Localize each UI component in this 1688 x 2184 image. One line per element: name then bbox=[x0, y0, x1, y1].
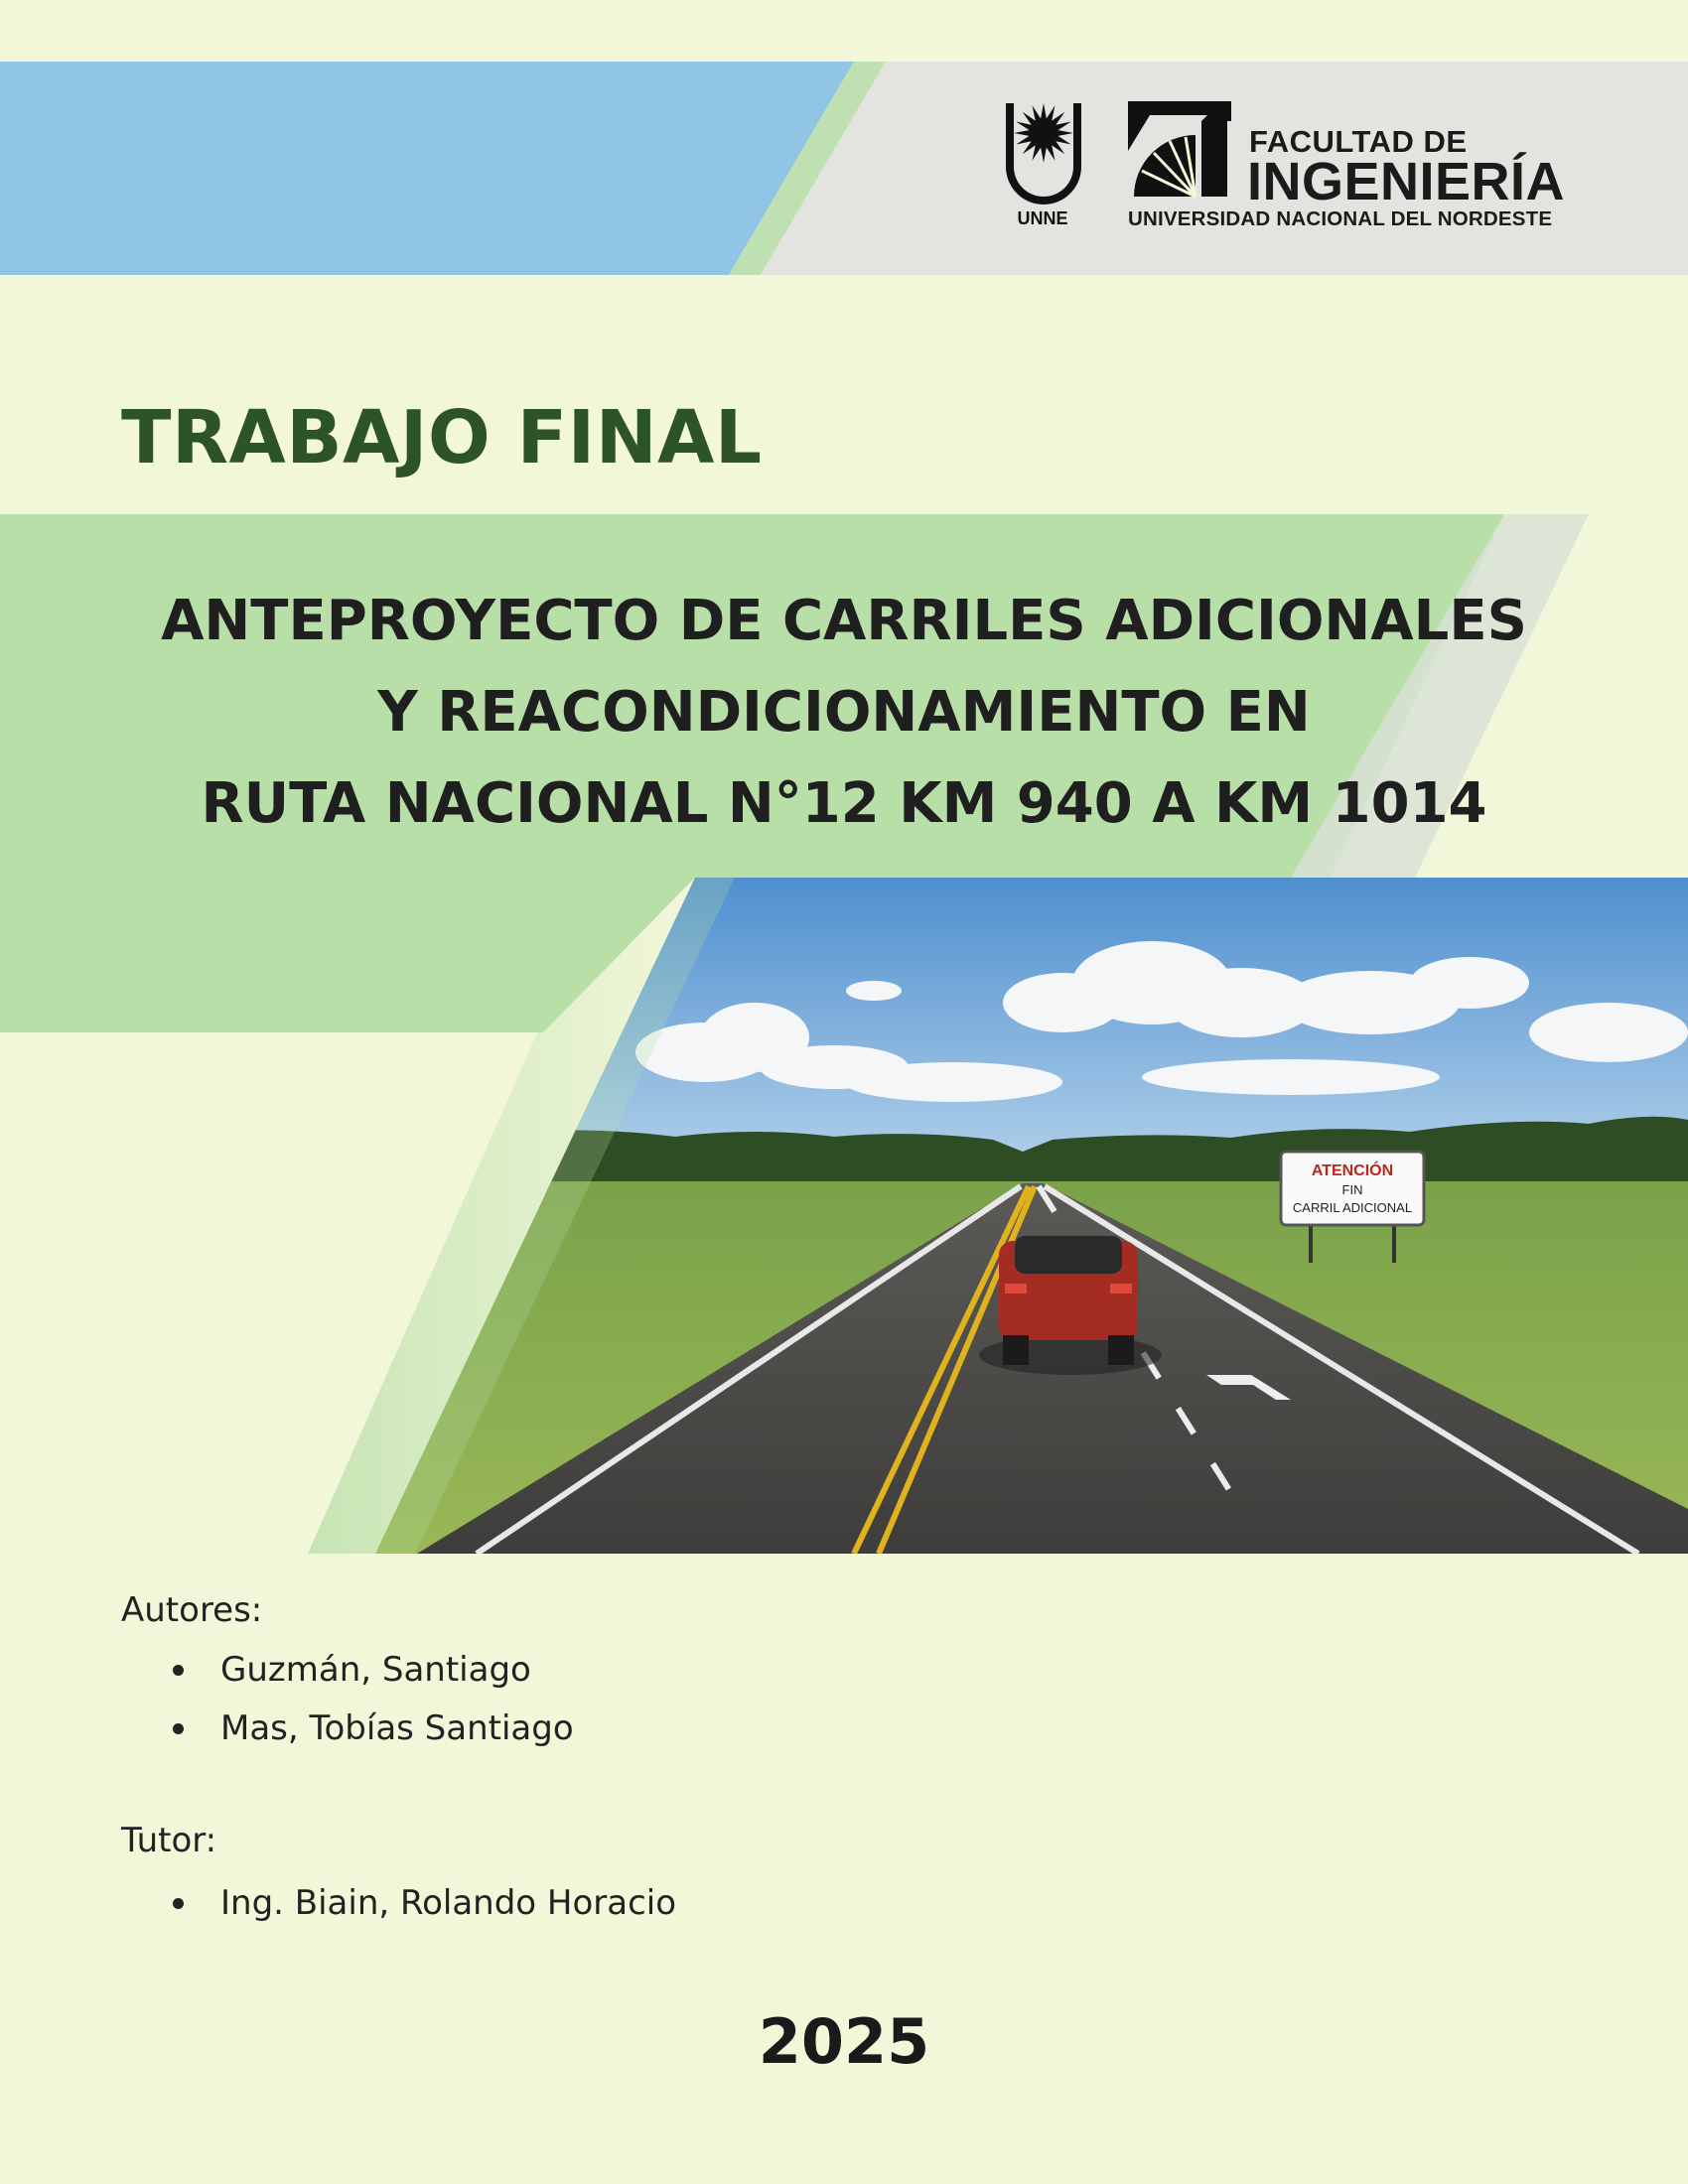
faculty-name-line1: FACULTAD DE bbox=[1249, 124, 1468, 159]
bullet-icon bbox=[173, 1723, 184, 1734]
title-line-2: Y REACONDICIONAMIENTO EN bbox=[377, 680, 1311, 745]
road-sign-line2: FIN bbox=[1341, 1182, 1363, 1197]
university-full-name: UNIVERSIDAD NACIONAL DEL NORDESTE bbox=[1128, 207, 1553, 230]
bullet-icon bbox=[173, 1898, 184, 1909]
authors-label: Autores: bbox=[121, 1590, 263, 1630]
document-type: TRABAJO FINAL bbox=[121, 395, 763, 480]
author-name: Mas, Tobías Santiago bbox=[220, 1708, 574, 1748]
road-sign-line1: ATENCIÓN bbox=[1311, 1162, 1394, 1179]
bullet-icon bbox=[173, 1665, 184, 1676]
author-item bbox=[169, 1641, 574, 1700]
tutor-item bbox=[169, 1874, 676, 1933]
tutor-label: Tutor: bbox=[121, 1821, 217, 1860]
tutor-list bbox=[169, 1874, 676, 1933]
title-line-3: RUTA NACIONAL N°12 KM 940 A KM 1014 bbox=[201, 771, 1487, 836]
authors-list bbox=[169, 1641, 574, 1758]
faculty-name-line2: INGENIERÍA bbox=[1247, 152, 1566, 211]
author-item bbox=[169, 1700, 574, 1758]
tutor-name: Ing. Biain, Rolando Horacio bbox=[220, 1883, 677, 1923]
title-line-1: ANTEPROYECTO DE CARRILES ADICIONALES bbox=[161, 589, 1527, 653]
unne-wordmark: UNNE bbox=[1017, 208, 1068, 228]
author-name: Guzmán, Santiago bbox=[220, 1650, 531, 1690]
publication-year: 2025 bbox=[758, 2005, 930, 2078]
road-sign-line3: CARRIL ADICIONAL bbox=[1292, 1200, 1413, 1215]
